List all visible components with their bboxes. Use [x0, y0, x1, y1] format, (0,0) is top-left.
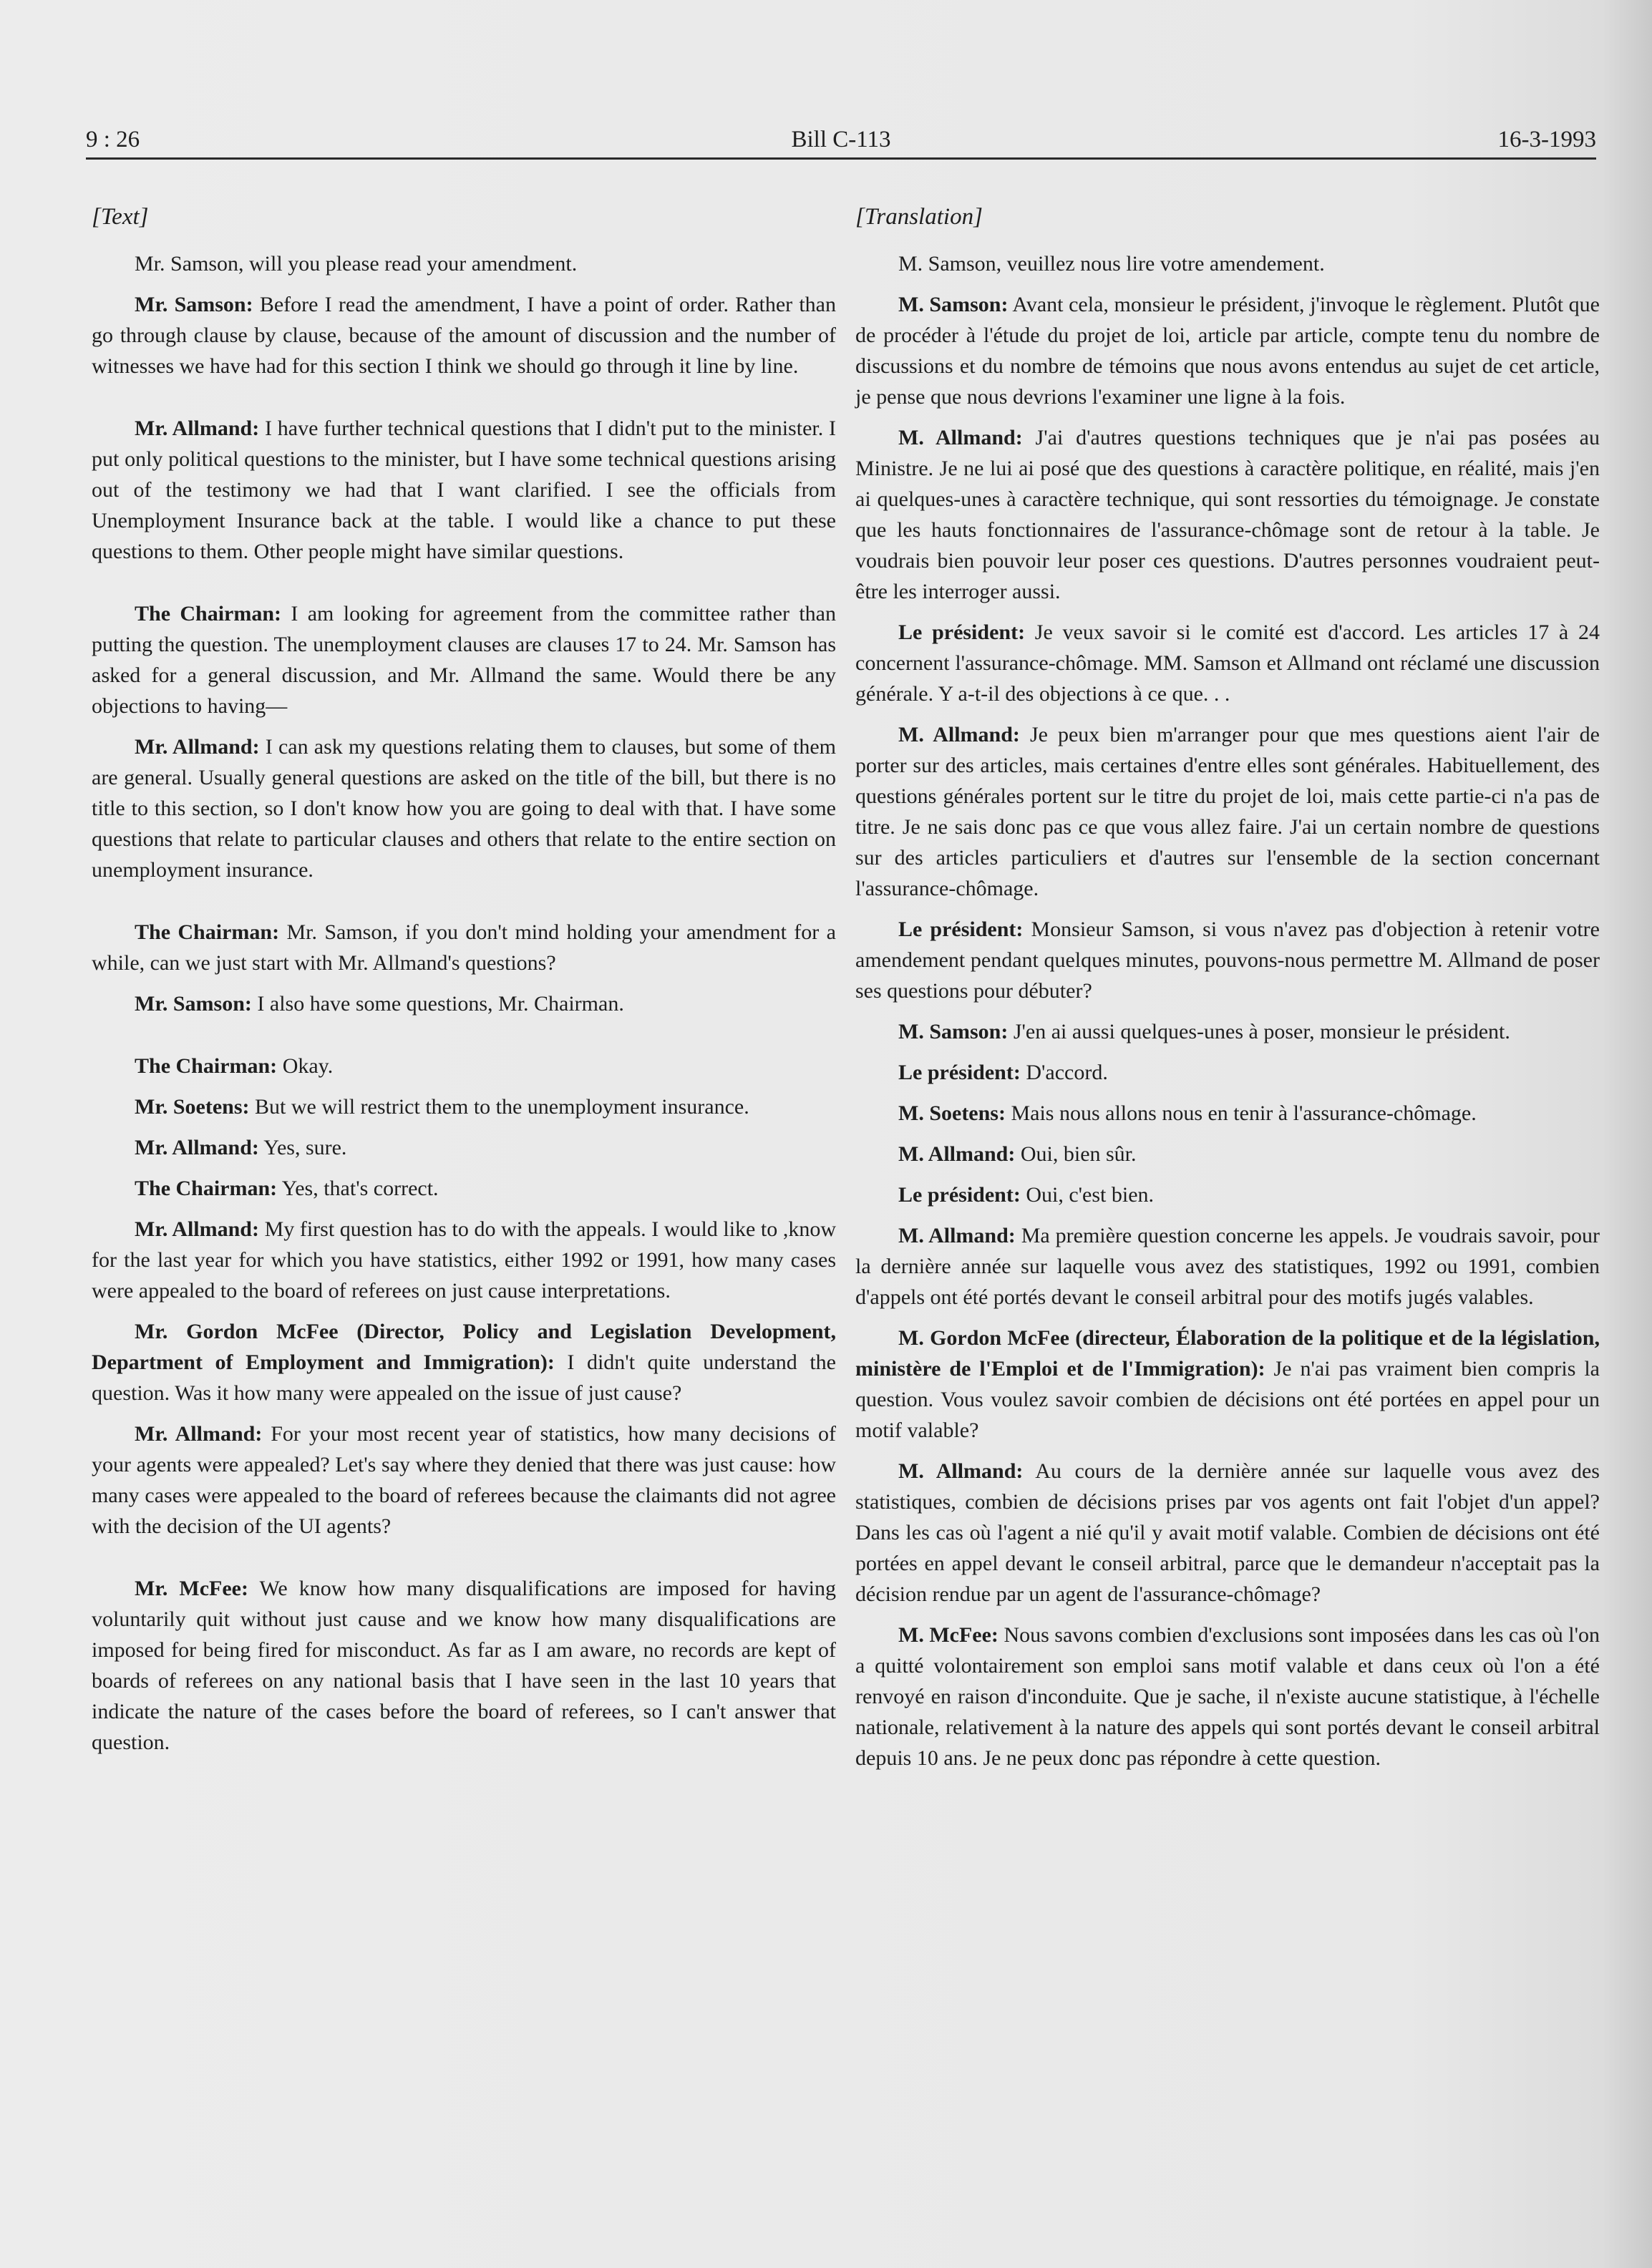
transcript-paragraph: [855, 1179, 1600, 1210]
speaker-name: The Chairman:: [135, 920, 280, 944]
speaker-name: Mr. Allmand:: [135, 735, 260, 759]
speech-text: Monsieur Samson, si vous n'avez pas d'objection à retenir votre amendement pendant quelques minutes, pouvons-nous permettre M. Allmand de poser ses questions pour débuter?: [855, 918, 1600, 1003]
transcript-paragraph: [855, 719, 1600, 904]
speech-text: M. Samson, veuillez nous lire votre amendement.: [898, 252, 1325, 276]
transcript-paragraph: [855, 617, 1600, 709]
transcript-paragraph: [92, 731, 836, 885]
speech-text: Au cours de la dernière année sur laquelle vous avez des statistiques, combien de décisions prises par vos agents ont fait l'objet d'un appel? Dans les cas où l'agent a nié qu'il y avait motif valable. Combien de décisions ont été portées en appel devant le conseil arbitral, parce que le demandeur n'acceptait pas la décision rendue par un agent de l'assurance-chômage?: [855, 1459, 1600, 1606]
speech-text: Je peux bien m'arranger pour que mes questions aient l'air de porter sur des articles, mais certaines d'entre elles sont générales. Habituellement, des questions générales portent sur le titre du projet de loi, mais cette partie-ci n'a pas de titre. Je ne sais donc pas ce que vous allez faire. J'ai un certain nombre de questions sur des articles particuliers et d'autres sur l'ensemble de la section concernant l'assurance-chômage.: [855, 723, 1600, 900]
transcript-paragraph: [855, 1620, 1600, 1773]
transcript-paragraph: [855, 1220, 1600, 1313]
transcript-paragraph: [855, 1456, 1600, 1610]
french-column: [855, 202, 1600, 1783]
speech-text: Mr. Samson, will you please read your amendment.: [135, 252, 578, 276]
speech-text: Ma première question concerne les appels. Je voudrais savoir, pour la dernière année sur laquelle vous avez des statistiques, 1992 ou 1991, combien d'appels ont été portés devant le conseil arbitral pour des motifs jugés valables.: [855, 1224, 1600, 1309]
speaker-name: M. Gordon McFee (directeur, Élaboration de la politique et de la législation, ministère de l'Emploi et de l'Immigration):: [855, 1326, 1600, 1381]
column-label-text: [Text]: [92, 204, 149, 230]
transcript-paragraph: [855, 1016, 1600, 1047]
speech-text: Mr. Samson, if you don't mind holding your amendment for a while, can we just start with Mr. Allmand's questions?: [92, 920, 836, 975]
speaker-name: Mr. Soetens:: [135, 1095, 250, 1119]
speaker-name: Mr. Samson:: [135, 293, 253, 316]
transcript-paragraph: [855, 1098, 1600, 1129]
transcript-paragraph: [855, 914, 1600, 1006]
transcript-paragraph: [855, 1057, 1600, 1088]
page-number: 9 : 26: [86, 127, 140, 152]
speech-text: We know how many disqualifications are imposed for having voluntarily quit without just cause and we know how many disqualifications are imposed for being fired for misconduct. As far as I am aware, no records are kept of boards of referees on any national basis that I have seen in the last 10 years that indicate the nature of the cases before the board of referees, so I can't answer that question.: [92, 1577, 836, 1754]
speech-text: Je veux savoir si le comité est d'accord. Les articles 17 à 24 concernent l'assurance-chômage. MM. Samson et Allmand ont réclamé une discussion générale. Y a-t-il des objections à ce que. . .: [855, 620, 1600, 706]
speech-text: Yes, that's correct.: [277, 1177, 439, 1200]
speech-text: For your most recent year of statistics, how many decisions of your agents were appealed? Let's say where they denied that there was just cause: how many cases were appealed to the board of referees because the claimants did not agree with the decision of the UI agents?: [92, 1422, 837, 1538]
transcript-paragraph: [92, 248, 836, 279]
english-column: [92, 202, 836, 1768]
speaker-name: Mr. Samson:: [135, 992, 252, 1016]
speech-text: Avant cela, monsieur le président, j'invoque le règlement. Plutôt que de procéder à l'étude du projet de loi, article par article, compte tenu du nombre de discussions et du nombre de témoins que nous avons entendus au sujet de cet article, je pense que nous devrions l'examiner une ligne à la fois.: [855, 293, 1600, 409]
speaker-name: M. Allmand:: [898, 1459, 1024, 1483]
speaker-name: Mr. Allmand:: [135, 1217, 259, 1241]
transcript-paragraph: [855, 248, 1600, 279]
transcript-paragraph: [92, 598, 836, 721]
transcript-paragraph: [92, 1051, 836, 1081]
transcript-paragraph: [92, 1132, 836, 1163]
speaker-name: Mr. Allmand:: [135, 417, 260, 440]
speaker-name: M. Allmand:: [898, 1224, 1016, 1247]
transcript-paragraph: [92, 1316, 836, 1408]
speech-text: I also have some questions, Mr. Chairman.: [251, 992, 624, 1016]
speaker-name: M. Allmand:: [898, 723, 1020, 746]
speech-text: J'en ai aussi quelques-unes à poser, monsieur le président.: [1008, 1020, 1510, 1043]
transcript-paragraph: [855, 1323, 1600, 1446]
transcript-paragraph: [92, 1214, 836, 1306]
sitting-date: 16-3-1993: [1497, 127, 1596, 152]
speaker-name: M. Samson:: [898, 1020, 1009, 1043]
speech-text: Je n'ai pas vraiment bien compris la question. Vous voulez savoir combien de décisions ont été portées en appel pour un motif valable?: [855, 1357, 1600, 1442]
speaker-name: Le président:: [898, 918, 1024, 941]
transcript-paragraph: [855, 289, 1600, 412]
speech-text: Before I read the amendment, I have a point of order. Rather than go through clause by clause, because of the amount of discussion and the number of witnesses we have had for this section I think we should go through it line by line.: [92, 293, 836, 378]
speaker-name: Le président:: [898, 1183, 1021, 1207]
speech-text: Nous savons combien d'exclusions sont imposées dans les cas où l'on a quitté volontairement son emploi sans motif valable et dans ceux où l'on a été renvoyé en raison d'inconduite. Que je sache, il n'existe aucune statistique, à l'échelle nationale, relativement à la nature des appels qui sont portés devant le conseil arbitral depuis 10 ans. Je ne peux donc pas répondre à cette question.: [855, 1623, 1600, 1770]
transcript-paragraph: [855, 1139, 1600, 1169]
speaker-name: Mr. Allmand:: [135, 1422, 263, 1446]
speech-text: D'accord.: [1020, 1061, 1108, 1084]
speech-text: Oui, c'est bien.: [1020, 1183, 1155, 1207]
speaker-name: M. Soetens:: [898, 1101, 1006, 1125]
speaker-name: Mr. Allmand:: [135, 1136, 259, 1159]
speech-text: I didn't quite understand the question. Was it how many were appealed on the issue of just cause?: [92, 1350, 836, 1405]
speaker-name: M. Samson:: [898, 293, 1009, 316]
speech-text: But we will restrict them to the unemployment insurance.: [249, 1095, 749, 1119]
speaker-name: M. McFee:: [898, 1623, 999, 1647]
speaker-name: Mr. Gordon McFee (Director, Policy and Legislation Development, Department of Employment and Immigration):: [92, 1320, 836, 1374]
speech-text: Mais nous allons nous en tenir à l'assurance-chômage.: [1005, 1101, 1477, 1125]
speech-text: Okay.: [277, 1054, 334, 1078]
speaker-name: M. Allmand:: [898, 1142, 1016, 1166]
speaker-name: Le président:: [898, 1061, 1021, 1084]
transcript-paragraph: [92, 1091, 836, 1122]
speech-text: I am looking for agreement from the committee rather than putting the question. The unemployment clauses are clauses 17 to 24. Mr. Samson has asked for a general discussion, and Mr. Allmand the same. Would there be any objections to having—: [92, 602, 836, 718]
transcript-paragraph: [855, 422, 1600, 607]
speaker-name: M. Allmand:: [898, 426, 1023, 449]
speech-text: Oui, bien sûr.: [1015, 1142, 1137, 1166]
speech-text: I can ask my questions relating them to clauses, but some of them are general. Usually general questions are asked on the title of the bill, but there is no title to this section, so I don't know how you are going to deal with that. I have some questions that relate to particular clauses and others that relate to the entire section on unemployment insurance.: [92, 735, 836, 882]
transcript-paragraph: [92, 1418, 836, 1542]
transcript-paragraph: [92, 289, 836, 381]
transcript-paragraph: [92, 917, 836, 978]
speaker-name: Mr. McFee:: [135, 1577, 248, 1600]
speech-text: My first question has to do with the appeals. I would like to ,know for the last year for which you have statistics, either 1992 or 1991, how many cases were appealed to the board of referees on just cause interpretations.: [92, 1217, 837, 1303]
speaker-name: The Chairman:: [135, 1054, 278, 1078]
speaker-name: Le président:: [898, 620, 1026, 644]
transcript-paragraph: [92, 1573, 836, 1758]
page-header: [86, 115, 1596, 160]
speech-text: J'ai d'autres questions techniques que je n'ai pas posées au Ministre. Je ne lui ai posé que des questions à caractère politique, en réalité, mais j'en ai quelques-unes à caractère technique, qui sont ressorties du témoignage. Je constate que les hauts fonctionnaires de l'assurance-chômage sont de retour à la table. Je voudrais bien pouvoir leur poser ces questions. D'autres personnes voudraient peut-être les interroger aussi.: [855, 426, 1600, 603]
transcript-paragraph: [92, 1173, 836, 1204]
transcript-paragraph: [92, 988, 836, 1019]
bill-title: Bill C-113: [791, 127, 891, 152]
speech-text: I have further technical questions that I didn't put to the minister. I put only political questions to the minister, but I have some technical questions arising out of the testimony we had that I want clarified. I see the officials from Unemployment Insurance back at the table. I would like a chance to put these questions to them. Other people might have similar questions.: [92, 417, 837, 563]
column-label-translation: [Translation]: [855, 204, 983, 230]
speaker-name: The Chairman:: [135, 1177, 278, 1200]
speech-text: Yes, sure.: [258, 1136, 347, 1159]
speaker-name: The Chairman:: [135, 602, 282, 626]
transcript-paragraph: [92, 413, 836, 567]
